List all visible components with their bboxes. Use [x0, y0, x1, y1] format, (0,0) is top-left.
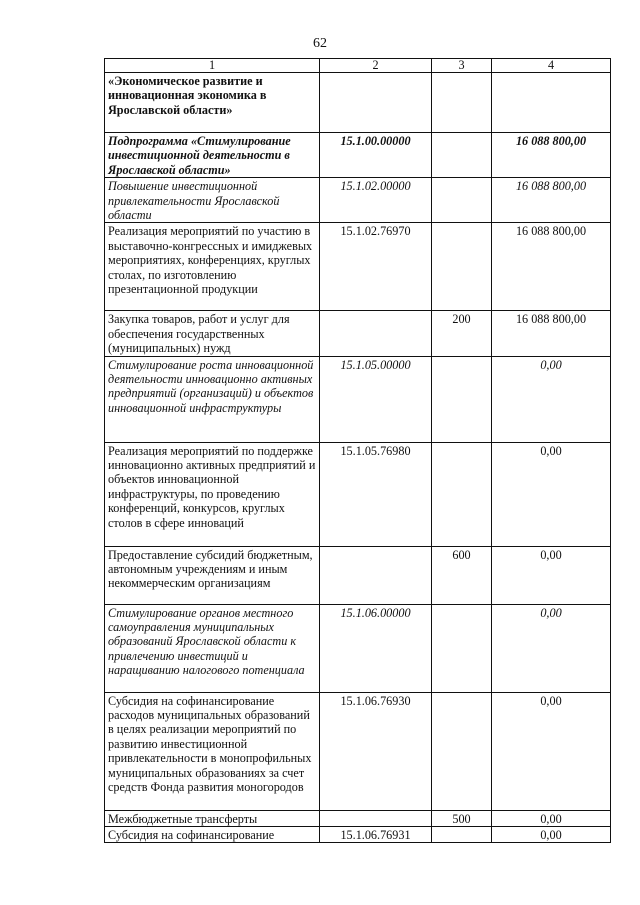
row-name-cell: Субсидия на софинансирование расходов муниципальных образований в целях реализации мероприятий по развитию инвестиционной привлекательности в монопрофильных муниципальных образованиях за счет средств Фонда развития моногородов: [105, 692, 320, 810]
row-sum-cell: 0,00: [492, 692, 611, 810]
row-name-cell: Стимулирование роста инновационной деятельности инновационно активных предприятий (организаций) и объектов инновационной инфраструктуры: [105, 356, 320, 442]
row-name-cell: Субсидия на софинансирование: [105, 827, 320, 843]
column-header-2: 2: [320, 59, 432, 73]
column-header-4: 4: [492, 59, 611, 73]
row-code-cell: 15.1.06.76931: [320, 827, 432, 843]
row-code-cell: 15.1.00.00000: [320, 133, 432, 178]
page-number: 62: [313, 36, 327, 51]
row-code-cell: 15.1.02.76970: [320, 223, 432, 311]
row-type-cell: [432, 442, 492, 546]
row-code-cell: [320, 311, 432, 356]
row-sum-cell: 0,00: [492, 604, 611, 692]
row-name-cell: Реализация мероприятий по поддержке инновационно активных предприятий и объектов инновационной инфраструктуры, по проведению конференций, конкурсов, круглых столов в сфере инноваций: [105, 442, 320, 546]
row-name-cell: Подпрограмма «Стимулирование инвестиционной деятельности в Ярославской области»: [105, 133, 320, 178]
row-type-cell: [432, 133, 492, 178]
table-row: [105, 442, 611, 546]
row-type-cell: [432, 604, 492, 692]
row-sum-cell: 0,00: [492, 546, 611, 604]
row-sum-cell: 0,00: [492, 827, 611, 843]
row-name-cell: Предоставление субсидий бюджетным, автономным учреждениям и иным некоммерческим организациям: [105, 546, 320, 604]
table-row: [105, 311, 611, 356]
table-row: [105, 827, 611, 843]
row-type-cell: [432, 73, 492, 133]
row-name-cell: Закупка товаров, работ и услуг для обеспечения государственных (муниципальных) нужд: [105, 311, 320, 356]
row-code-cell: 15.1.06.00000: [320, 604, 432, 692]
row-sum-cell: 16 088 800,00: [492, 178, 611, 223]
row-code-cell: [320, 546, 432, 604]
table-row: [105, 356, 611, 442]
row-type-cell: 500: [432, 810, 492, 826]
row-sum-cell: 16 088 800,00: [492, 133, 611, 178]
row-code-cell: [320, 73, 432, 133]
row-name-cell: «Экономическое развитие и инновационная экономика в Ярославской области»: [105, 73, 320, 133]
row-name-cell: Реализация мероприятий по участию в выставочно-конгрессных и имиджевых мероприятиях, конференциях, круглых столах, по изготовлению презентационной продукции: [105, 223, 320, 311]
table-row: [105, 178, 611, 223]
table-row: [105, 133, 611, 178]
table-row: [105, 692, 611, 810]
table-row: [105, 73, 611, 133]
row-code-cell: 15.1.06.76930: [320, 692, 432, 810]
row-type-cell: 200: [432, 311, 492, 356]
row-code-cell: [320, 810, 432, 826]
row-name-cell: Стимулирование органов местного самоуправления муниципальных образований Ярославской области к привлечению инвестиций и наращиванию налогового потенциала: [105, 604, 320, 692]
row-code-cell: 15.1.05.76980: [320, 442, 432, 546]
table-row: [105, 604, 611, 692]
row-type-cell: 600: [432, 546, 492, 604]
row-type-cell: [432, 356, 492, 442]
row-code-cell: 15.1.05.00000: [320, 356, 432, 442]
row-type-cell: [432, 223, 492, 311]
row-sum-cell: 16 088 800,00: [492, 223, 611, 311]
table-header-row: [105, 59, 611, 73]
row-sum-cell: 16 088 800,00: [492, 311, 611, 356]
row-name-cell: Повышение инвестиционной привлекательности Ярославской области: [105, 178, 320, 223]
table-row: [105, 223, 611, 311]
column-header-3: 3: [432, 59, 492, 73]
row-type-cell: [432, 178, 492, 223]
row-type-cell: [432, 827, 492, 843]
table-row: [105, 810, 611, 826]
row-sum-cell: 0,00: [492, 810, 611, 826]
row-sum-cell: 0,00: [492, 356, 611, 442]
column-header-1: 1: [105, 59, 320, 73]
row-code-cell: 15.1.02.00000: [320, 178, 432, 223]
row-type-cell: [432, 692, 492, 810]
table-row: [105, 546, 611, 604]
row-name-cell: Межбюджетные трансферты: [105, 810, 320, 826]
row-sum-cell: [492, 73, 611, 133]
budget-table: [104, 58, 611, 843]
row-sum-cell: 0,00: [492, 442, 611, 546]
